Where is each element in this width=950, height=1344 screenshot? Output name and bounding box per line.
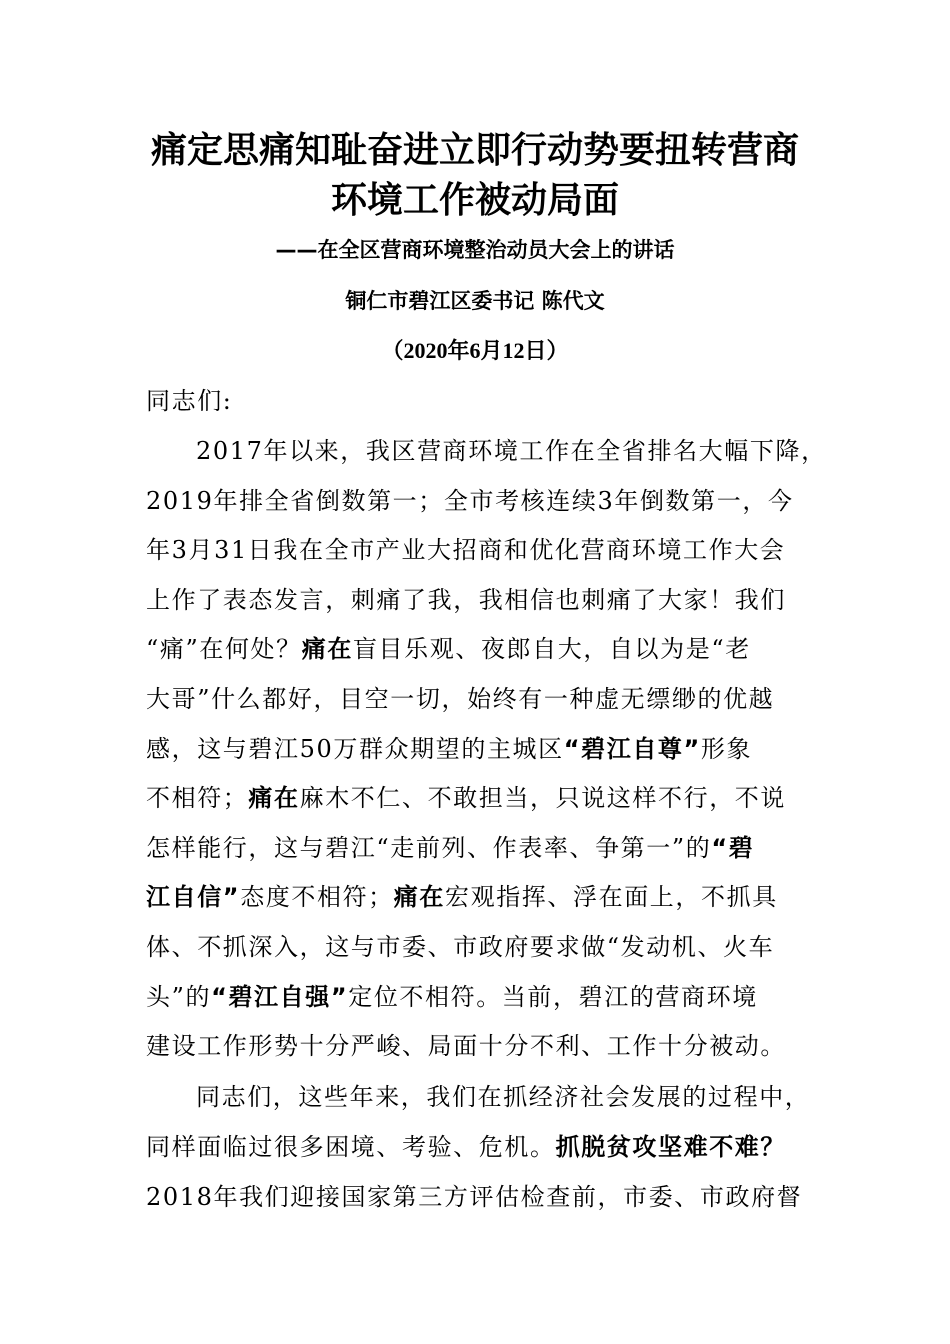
text-run: 建设工作形势十分严峻、局面十分不利、工作十分被动。 (146, 1032, 786, 1061)
salutation: 同志们: (146, 387, 233, 415)
text-run: 上作了表态发言，刺痛了我，我相信也刺痛了大家！我们 (146, 585, 786, 614)
paragraph-line (146, 980, 818, 1014)
text-run: 大哥”什么都好，目空一切，始终有一种虚无缥缈的优越 (146, 685, 775, 713)
text-run: 怎样能行，这与碧江“走前列、作表率、争第一”的 (146, 833, 712, 862)
text-run: 感，这与碧江50万群众期望的主城区 (146, 734, 564, 763)
paragraph-line (146, 1029, 818, 1063)
text-run: 年3月31日我在全市产业大招商和优化营商环境工作大会 (146, 536, 786, 565)
text-run: 宏观指挥、浮在面上，不抓具 (445, 883, 778, 912)
bold-text: “碧江自尊” (563, 734, 701, 763)
text-run: 同志们，这些年来，我们在抓经济社会发展的过程中， (196, 1083, 811, 1111)
bold-text: 痛在 (393, 883, 445, 912)
bold-text: “碧江自强” (211, 982, 349, 1011)
paragraph-line (146, 583, 818, 617)
text-run: 态度不相符； (240, 883, 394, 912)
paragraph-line (146, 781, 818, 815)
text-run: 体、不抓深入，这与市委、市政府要求做“发动机、火车 (146, 933, 775, 961)
bold-text: 江自信” (146, 883, 241, 912)
text-run: 头”的 (146, 982, 212, 1011)
bold-text: 痛在 (301, 635, 353, 664)
bold-text: 痛在 (248, 784, 300, 813)
text-run: “痛”在何处？ (146, 635, 302, 664)
text-run: 定位不相符。当前，碧江的营商环境 (348, 982, 758, 1011)
text-run: 2018年我们迎接国家第三方评估检查前，市委、市政府督 (146, 1183, 803, 1211)
document-date: （2020年6月12日） (381, 338, 569, 363)
document-subtitle: ——在全区营商环境整治动员大会上的讲话 (275, 238, 675, 262)
text-run: 不相符； (146, 784, 249, 813)
paragraph-line (146, 831, 818, 865)
text-run: 同样面临过很多困境、考验、危机。 (146, 1133, 556, 1161)
text-run: 2017年以来，我区营商环境工作在全省排名大幅下降， (196, 437, 827, 465)
paragraph-line (146, 682, 818, 716)
document-title-line-1: 痛定思痛知耻奋进立即行动势要扭转营商 (150, 129, 799, 171)
paragraph-line (146, 484, 818, 518)
paragraph-line (146, 1180, 818, 1214)
text-run: 麻木不仁、不敢担当，只说这样不行，不说 (299, 784, 787, 813)
text-run: 形象 (700, 734, 753, 763)
document-title-line-2: 环境工作被动局面 (330, 179, 619, 221)
paragraph-line (146, 880, 818, 914)
paragraph-line (196, 1080, 818, 1114)
paragraph-line (146, 533, 818, 567)
paragraph-line (196, 434, 827, 468)
paragraph-line (146, 632, 818, 666)
paragraph-line (146, 1130, 818, 1164)
text-run: 盲目乐观、夜郎自大，自以为是“老 (352, 635, 751, 664)
document-author: 铜仁市碧江区委书记 陈代文 (345, 289, 605, 313)
text-run: 2019年排全省倒数第一；全市考核连续3年倒数第一，今 (146, 486, 794, 515)
bold-text: 抓脱贫攻坚难不难？ (555, 1133, 787, 1161)
bold-text: “碧 (711, 833, 755, 862)
paragraph-line (146, 930, 818, 964)
paragraph-line (146, 732, 818, 766)
